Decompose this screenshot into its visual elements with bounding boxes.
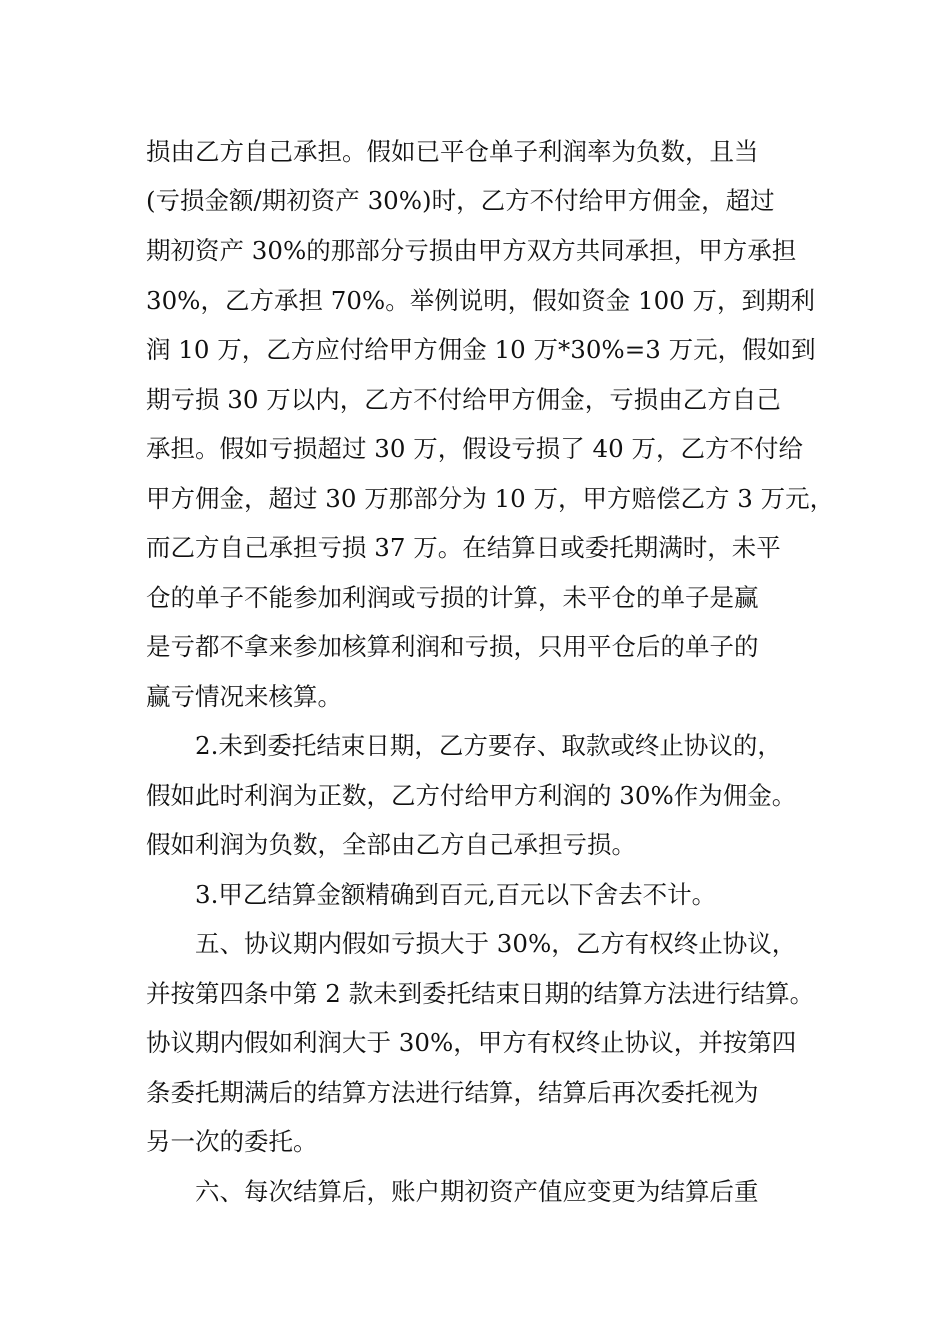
- text-line: 六、每次结算后，账户期初资产值应变更为结算后重: [195, 1177, 759, 1206]
- text-line: 期亏损 30 万以内，乙方不付给甲方佣金，亏损由乙方自己: [146, 385, 781, 414]
- text-line: 损由乙方自己承担。假如已平仓单子利润率为负数，且当: [146, 137, 759, 166]
- text-line: 并按第四条中第 2 款未到委托结束日期的结算方法进行结算。: [146, 979, 815, 1008]
- text-line: 期初资产 30%的那部分亏损由甲方双方共同承担，甲方承担: [146, 236, 797, 265]
- text-line: 3.甲乙结算金额精确到百元,百元以下舍去不计。: [195, 880, 717, 909]
- text-line: 协议期内假如利润大于 30%，甲方有权终止协议，并按第四: [146, 1028, 797, 1057]
- text-line: 假如此时利润为正数，乙方付给甲方利润的 30%作为佣金。: [146, 781, 797, 810]
- text-line: 另一次的委托。: [146, 1127, 318, 1156]
- text-line: 甲方佣金，超过 30 万那部分为 10 万，甲方赔偿乙方 3 万元，: [146, 484, 835, 513]
- text-line: 仓的单子不能参加利润或亏损的计算，未平仓的单子是赢: [146, 583, 759, 612]
- text-line: 是亏都不拿来参加核算利润和亏损，只用平仓后的单子的: [146, 632, 759, 661]
- text-line: 条委托期满后的结算方法进行结算，结算后再次委托视为: [146, 1078, 759, 1107]
- text-line: 润 10 万，乙方应付给甲方佣金 10 万*30%=3 万元，假如到: [146, 335, 816, 364]
- text-line: 承担。假如亏损超过 30 万，假设亏损了 40 万，乙方不付给: [146, 434, 803, 463]
- text-line: 假如利润为负数，全部由乙方自己承担亏损。: [146, 830, 636, 859]
- text-line: 而乙方自己承担亏损 37 万。在结算日或委托期满时，未平: [146, 533, 781, 562]
- text-line: 赢亏情况来核算。: [146, 682, 342, 711]
- text-line: (亏损金额/期初资产 30%)时，乙方不付给甲方佣金，超过: [146, 186, 775, 215]
- text-line: 30%，乙方承担 70%。举例说明，假如资金 100 万，到期利: [146, 286, 816, 315]
- text-line: 五、协议期内假如亏损大于 30%，乙方有权终止协议，: [195, 929, 797, 958]
- text-line: 2.未到委托结束日期，乙方要存、取款或终止协议的，: [195, 731, 782, 760]
